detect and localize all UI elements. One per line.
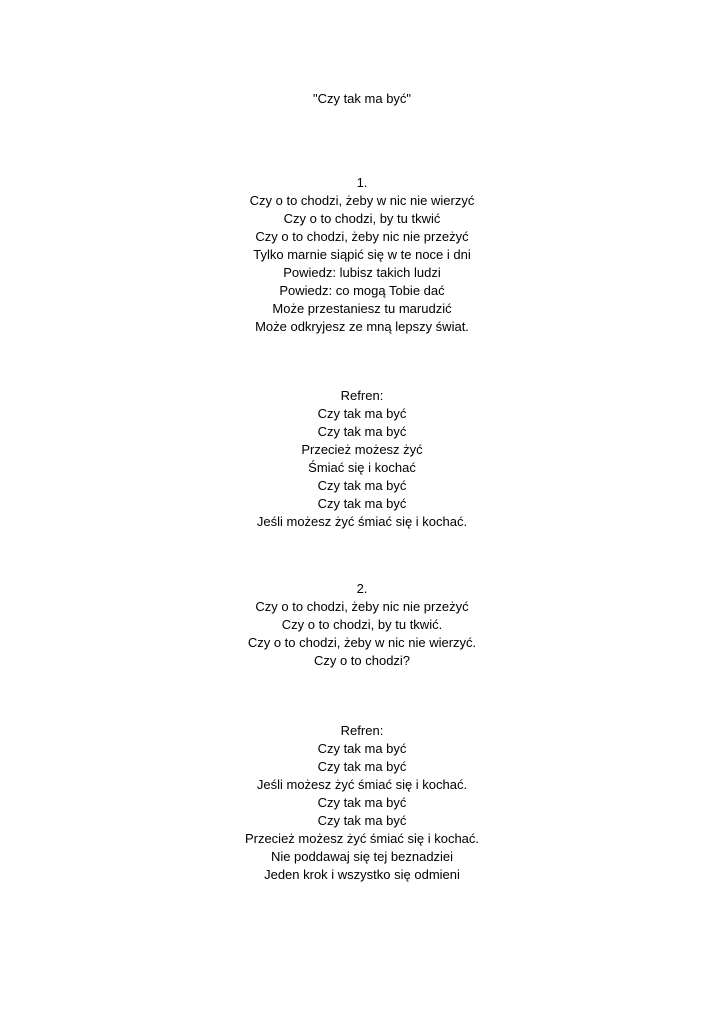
verse-2 <box>0 580 724 670</box>
lyric-line: Powiedz: lubisz takich ludzi <box>283 265 441 280</box>
verse-1-number: 1. <box>356 175 368 190</box>
lyric-line: Tylko marnie siąpić się w te noce i dni <box>253 247 471 262</box>
chorus-1 <box>0 387 724 531</box>
chorus-2 <box>0 722 724 884</box>
lyric-line: Czy o to chodzi, żeby w nic nie wierzyć. <box>247 635 477 650</box>
chorus-2-heading: Refren: <box>340 723 384 738</box>
lyric-line: Może odkryjesz ze mną lepszy świat. <box>255 319 469 334</box>
lyric-line: Przecież możesz żyć śmiać się i kochać. <box>244 831 480 846</box>
lyric-line: Czy o to chodzi, żeby nic nie przeżyć <box>255 229 469 244</box>
lyric-line: Czy tak ma być <box>317 795 407 810</box>
lyric-line: Czy o to chodzi, żeby w nic nie wierzyć <box>249 193 475 208</box>
lyric-line: Może przestaniesz tu marudzić <box>272 301 452 316</box>
lyric-line: Czy tak ma być <box>317 424 407 439</box>
lyric-line: Czy o to chodzi, żeby nic nie przeżyć <box>255 599 469 614</box>
lyric-line: Czy o to chodzi, by tu tkwić. <box>281 617 443 632</box>
lyric-line: Czy tak ma być <box>317 406 407 421</box>
lyric-line: Czy tak ma być <box>317 813 407 828</box>
song-title: "Czy tak ma być" <box>312 91 412 106</box>
lyric-line: Jeśli możesz żyć śmiać się i kochać. <box>256 514 468 529</box>
lyric-line: Jeden krok i wszystko się odmieni <box>264 867 460 882</box>
lyric-line: Czy tak ma być <box>317 496 407 511</box>
lyric-line: Czy tak ma być <box>317 478 407 493</box>
lyric-line: Śmiać się i kochać <box>308 460 416 475</box>
verse-2-number: 2. <box>356 581 368 596</box>
chorus-1-heading: Refren: <box>340 388 384 403</box>
lyric-line: Przecież możesz żyć <box>301 442 423 457</box>
lyric-line: Powiedz: co mogą Tobie dać <box>279 283 445 298</box>
lyric-line: Czy o to chodzi? <box>313 653 411 668</box>
lyric-line: Nie poddawaj się tej beznadziei <box>270 849 454 864</box>
verse-1 <box>0 174 724 336</box>
lyric-line: Jeśli możesz żyć śmiać się i kochać. <box>256 777 468 792</box>
lyric-line: Czy tak ma być <box>317 759 407 774</box>
lyric-line: Czy o to chodzi, by tu tkwić <box>283 211 441 226</box>
lyric-line: Czy tak ma być <box>317 741 407 756</box>
